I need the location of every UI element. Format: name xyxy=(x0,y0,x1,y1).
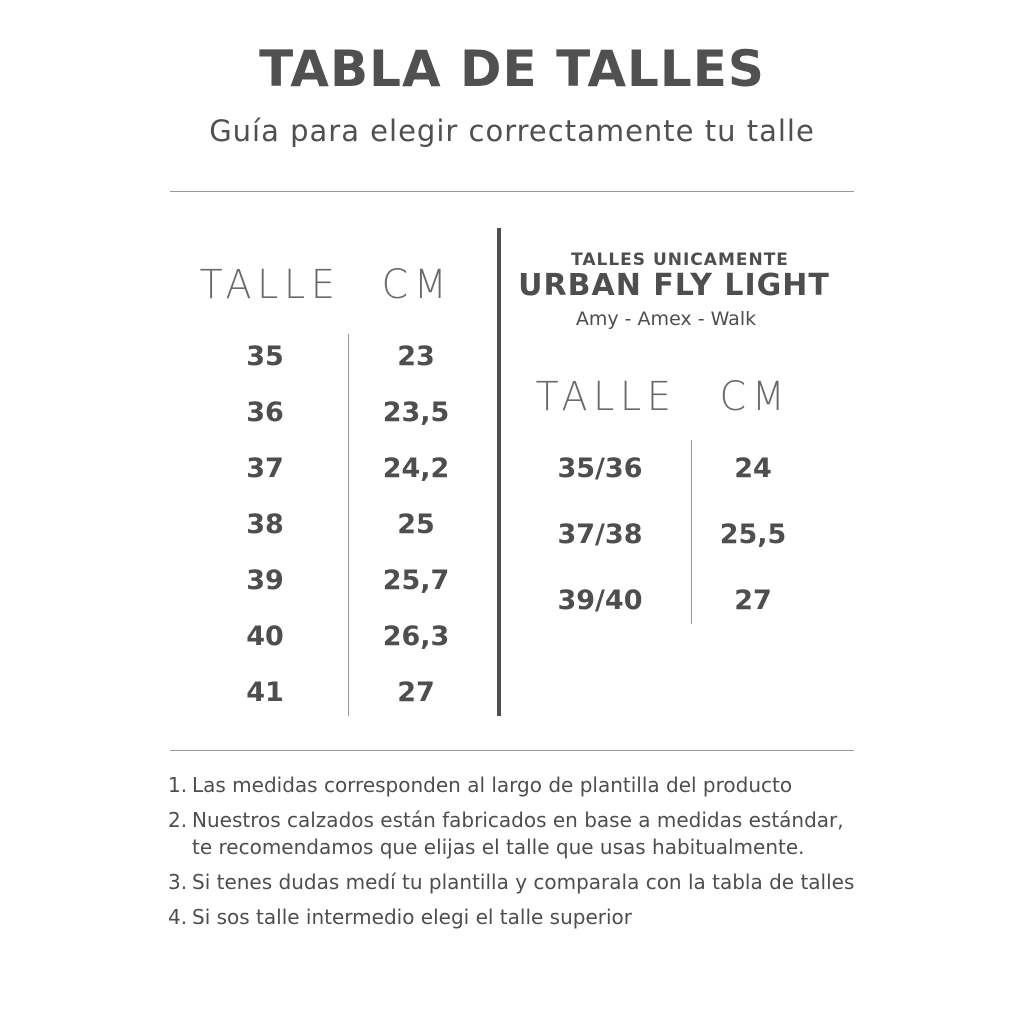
cm-cell: 24,2 xyxy=(382,453,450,484)
footnotes xyxy=(168,772,858,939)
footnote-item xyxy=(168,772,858,799)
cm-cell: 24 xyxy=(734,453,772,484)
cm-cell: 25,7 xyxy=(382,565,450,596)
model-note-models: Amy - Amex - Walk xyxy=(575,308,757,330)
model-note-small: TALLES UNICAMENTE xyxy=(571,250,789,270)
talle-cell: 37/38 xyxy=(557,519,643,550)
footnote-number: 1. xyxy=(168,773,188,797)
footnote-text: Si tenes dudas medí tu plantilla y comparala con la tabla de talles xyxy=(192,870,855,894)
footnote-text: Nuestros calzados están fabricados en base a medidas estándar, te recomendamos que elijas el talle que usas habitualmente. xyxy=(192,808,844,859)
page-title: TABLA DE TALLES xyxy=(259,40,765,98)
footnote-item xyxy=(168,904,858,931)
left-col-header-talle: TALLE xyxy=(199,262,341,308)
cm-cell: 25 xyxy=(397,509,435,540)
right-table-column-divider xyxy=(691,440,692,624)
footnote-text: Las medidas corresponden al largo de plantilla del producto xyxy=(192,773,793,797)
talle-cell: 41 xyxy=(246,677,284,708)
talle-cell: 36 xyxy=(246,397,284,428)
talle-cell: 37 xyxy=(246,453,284,484)
footnote-item xyxy=(168,869,858,896)
model-note-title: URBAN FLY LIGHT xyxy=(518,268,830,303)
footnote-number: 3. xyxy=(168,870,188,894)
bottom-divider xyxy=(170,750,854,751)
cm-cell: 26,3 xyxy=(382,621,450,652)
talle-cell: 40 xyxy=(246,621,284,652)
cm-cell: 23 xyxy=(397,341,435,372)
cm-cell: 27 xyxy=(397,677,435,708)
left-col-header-cm: CM xyxy=(381,262,453,308)
talle-cell: 35/36 xyxy=(557,453,643,484)
footnote-text: Si sos talle intermedio elegi el talle superior xyxy=(192,905,632,929)
footnote-item xyxy=(168,807,858,861)
cm-cell: 27 xyxy=(734,585,772,616)
top-divider xyxy=(170,191,854,192)
talle-cell: 39 xyxy=(246,565,284,596)
footnote-number: 4. xyxy=(168,905,188,929)
cm-cell: 23,5 xyxy=(382,397,450,428)
talle-cell: 38 xyxy=(246,509,284,540)
right-col-header-cm: CM xyxy=(719,374,791,420)
page-subtitle: Guía para elegir correctamente tu talle xyxy=(209,114,815,148)
right-col-header-talle: TALLE xyxy=(535,374,677,420)
talle-cell: 39/40 xyxy=(557,585,643,616)
footnote-number: 2. xyxy=(168,808,188,832)
cm-cell: 25,5 xyxy=(719,519,787,550)
talle-cell: 35 xyxy=(246,341,284,372)
left-table-column-divider xyxy=(348,334,349,716)
